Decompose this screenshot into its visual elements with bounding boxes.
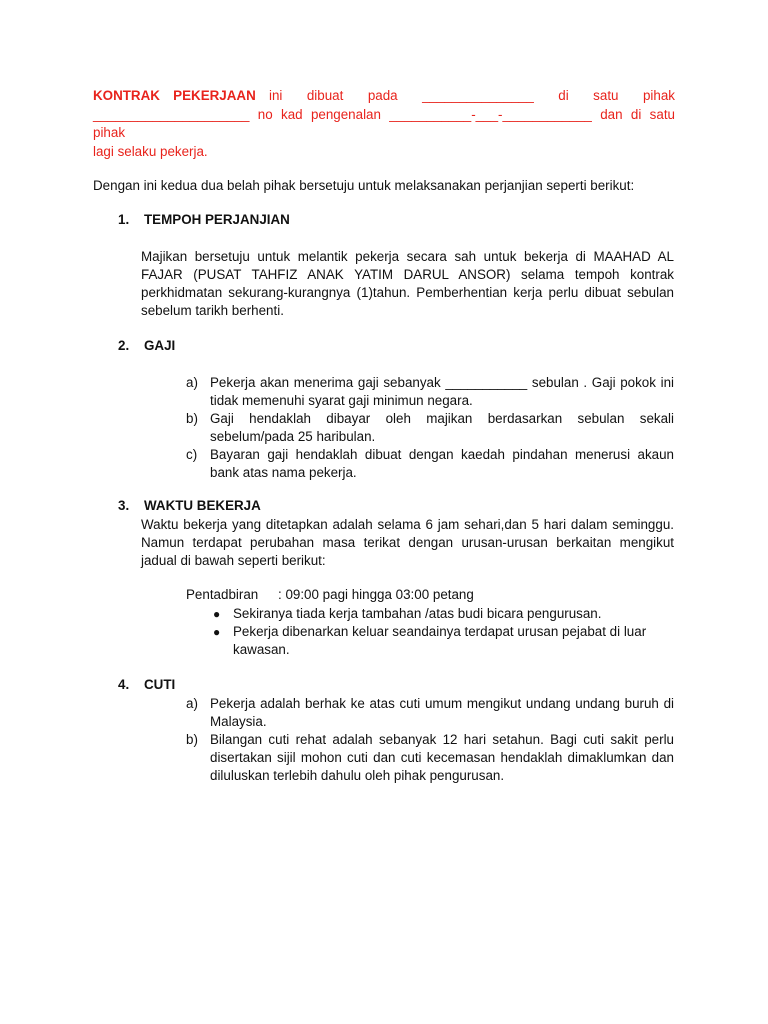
list-text: Bayaran gaji hendaklah dibuat dengan kaedah pindahan menerusi akaun bank atas nama pekerja. <box>210 447 674 480</box>
list-item <box>186 410 674 446</box>
section-1-number: 1. <box>118 212 130 227</box>
section-3-title: WAKTU BEKERJA <box>144 498 261 513</box>
section-3-body: Waktu bekerja yang ditetapkan adalah selama 6 jam sehari,dan 5 hari dalam seminggu. Namun terdapat perubahan masa terikat dengan urusan-urusan berkaitan mengikut jadual di bawah seperti berikut: <box>141 517 674 568</box>
list-text: Gaji hendaklah dibayar oleh majikan berdasarkan sebulan sekali sebelum/pada 25 haribulan. <box>210 411 674 444</box>
contract-intro <box>93 87 675 161</box>
section-1-heading <box>118 212 290 227</box>
section-1-title: TEMPOH PERJANJIAN <box>144 212 290 227</box>
intro-line3: lagi selaku pekerja. <box>93 143 208 159</box>
section-2-list <box>186 374 674 482</box>
list-item <box>186 374 674 410</box>
section-3-number: 3. <box>118 498 130 513</box>
lead-sentence: Dengan ini kedua dua belah pihak bersetuju untuk melaksanakan perjanjian seperti berikut: <box>93 178 635 193</box>
list-text: Pekerja adalah berhak ke atas cuti umum mengikut undang undang buruh di Malaysia. <box>210 696 674 729</box>
list-item <box>186 731 674 785</box>
bullet-item <box>207 623 677 659</box>
list-marker: b) <box>186 411 198 426</box>
section-3-heading <box>118 498 261 513</box>
section-4-list <box>186 695 674 785</box>
bullet-text: Pekerja dibenarkan keluar seandainya terdapat urusan pejabat di luar kawasan. <box>233 624 647 657</box>
intro-kontrak: KONTRAK <box>93 88 160 103</box>
list-marker: a) <box>186 375 198 390</box>
bullet-icon: ● <box>213 607 221 621</box>
list-text: Pekerja akan menerima gaji sebanyak ___________ sebulan . Gaji pokok ini tidak memenuhi syarat gaji minimun negara. <box>210 375 674 408</box>
section-2-title: GAJI <box>144 338 176 353</box>
section-3-bullets <box>207 605 677 659</box>
section-1-body: Majikan bersetuju untuk melantik pekerja secara sah untuk bekerja di MAAHAD AL FAJAR (PUSAT TAHFIZ ANAK YATIM DARUL ANSOR) selama tempoh kontrak perkhidmatan sekurang-kurangnya (1)tahun. Pemberhentian kerja perlu dibuat sebulan sebelum tarikh berhenti. <box>141 249 674 318</box>
list-item <box>186 446 674 482</box>
bullet-text: Sekiranya tiada kerja tambahan /atas budi bicara pengurusan. <box>233 606 602 621</box>
list-item <box>186 695 674 731</box>
intro-pekerjaan: PEKERJAAN <box>173 88 256 103</box>
schedule-label: Pentadbiran <box>186 587 259 602</box>
section-4-number: 4. <box>118 677 130 692</box>
schedule-value: : 09:00 pagi hingga 03:00 petang <box>278 587 474 602</box>
intro-line1-rest: ini dibuat pada _______________ di satu pihak <box>268 88 675 103</box>
bullet-icon: ● <box>213 625 221 639</box>
list-marker: c) <box>186 447 198 462</box>
list-text: Bilangan cuti rehat adalah sebanyak 12 hari setahun. Bagi cuti sakit perlu disertakan sijil mohon cuti dan cuti kecemasan hendaklah dimaklumkan dan diluluskan terlebih dahulu oleh pihak pengurusan. <box>210 732 674 783</box>
intro-line2: _____________________ no kad pengenalan ___________-___-____________ dan di satu pihak <box>93 106 675 140</box>
list-marker: b) <box>186 732 198 747</box>
schedule-row <box>186 587 474 602</box>
section-4-title: CUTI <box>144 677 176 692</box>
section-4-heading <box>118 677 175 692</box>
section-2-number: 2. <box>118 338 130 353</box>
list-marker: a) <box>186 696 198 711</box>
bullet-item <box>207 605 677 623</box>
section-2-heading <box>118 338 175 353</box>
